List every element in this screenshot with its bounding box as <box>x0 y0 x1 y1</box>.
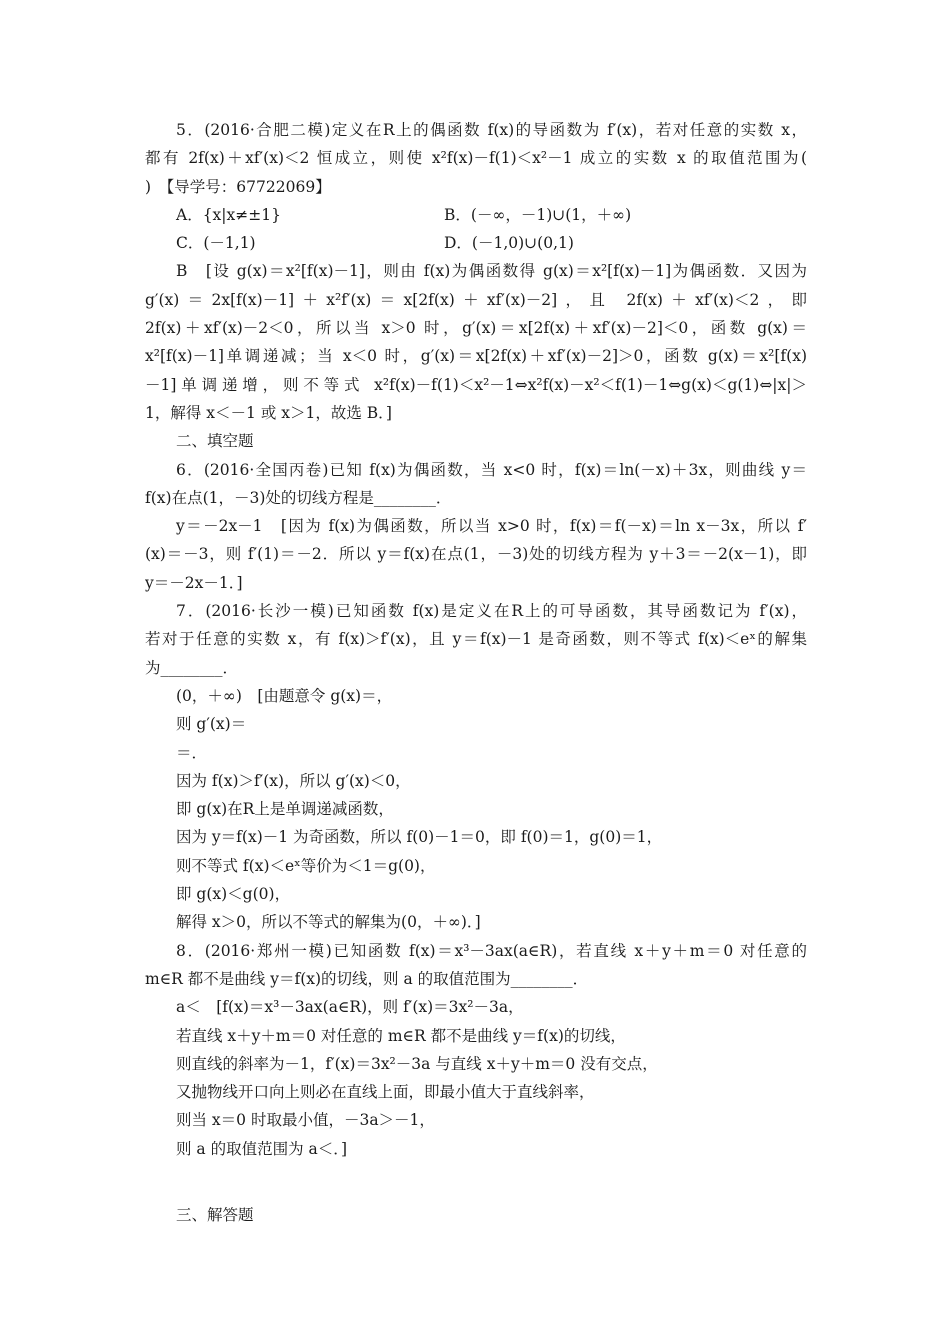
section-heading-answer: 三、解答题 <box>176 1205 254 1224</box>
q8-answer-line: a＜ [f(x)＝x³－3ax(a∈R)，则 f′(x)＝3x²－3a， <box>176 998 524 1017</box>
q5-answer-line: x²[f(x)－1]单调递减；当 x＜0 时，g′(x)＝x[2f(x)＋xf′(x)－2]＞0，函数 g(x)＝x²[f(x) <box>145 347 807 366</box>
section-heading-fill-in: 二、填空题 <box>176 432 254 451</box>
q7-stem-line: 7．(2016·长沙一模)已知函数 f(x)是定义在R上的可导函数，其导函数记为 f′(x)， <box>176 602 807 621</box>
q5-answer-line: 2f(x)＋xf′(x)－2＜0，所以当 x＞0 时，g′(x)＝x[2f(x)＋xf′(x)－2]＜0，函数 g(x)＝ <box>145 319 807 338</box>
q5-stem-line: ) 【导学号：67722069】 <box>145 177 331 196</box>
q7-stem-line: 若对于任意的实数 x，有 f(x)＞f′(x)，且 y＝f(x)－1 是奇函数，则不等式 f(x)＜eˣ的解集 <box>145 630 807 649</box>
q5-answer-line: 1，解得 x＜－1 或 x＞1，故选 B．] <box>145 403 392 422</box>
q8-answer-line: 则直线的斜率为－1，f′(x)＝3x²－3a 与直线 x＋y＋m＝0 没有交点， <box>176 1054 658 1073</box>
q8-stem-line: 8．(2016·郑州一模)已知函数 f(x)＝x³－3ax(a∈R)，若直线 x＋y＋m＝0 对任意的 <box>176 941 807 960</box>
q5-stem-line: 5．(2016·合肥二模)定义在R上的偶函数 f(x)的导函数为 f′(x)，若对任意的实数 x， <box>176 121 807 139</box>
document-page <box>145 116 807 1229</box>
q7-answer-line: 因为 f(x)＞f′(x)，所以 g′(x)＜0， <box>176 771 411 790</box>
q6-answer-line: y＝－2x－1 [因为 f(x)为偶函数，所以当 x>0 时，f(x)＝f(－x)＝ln x－3x，所以 f′ <box>176 517 807 536</box>
q5-answer-line: g′(x)＝2x[f(x)－1]＋x²f′(x)＝x[2f(x)＋xf′(x)－2]，且 2f(x)＋xf′(x)＜2，即 <box>145 290 807 309</box>
q7-stem-line: 为________． <box>145 658 239 677</box>
q7-answer-line: (0，＋∞) [由题意令 g(x)＝， <box>176 686 393 705</box>
q5-options-row <box>145 229 807 257</box>
q8-answer-line: 则当 x＝0 时取最小值，－3a＞－1， <box>176 1111 435 1130</box>
q5-option-a: A．{x|x≠±1} <box>176 205 281 224</box>
q5-answer-line: B [设 g(x)＝x²[f(x)－1]，则由 f(x)为偶函数得 g(x)＝x²[f(x)－1]为偶函数．又因为 <box>176 262 807 281</box>
question-7 <box>145 597 807 937</box>
q6-answer-line: y＝－2x－1．] <box>145 573 243 592</box>
q5-option-d: D．(－1,0)∪(0,1) <box>444 234 574 253</box>
question-6 <box>145 456 807 597</box>
question-5 <box>145 116 807 427</box>
q7-answer-line: 即 g(x)＜g(0)， <box>176 885 291 904</box>
question-8 <box>145 937 807 1163</box>
q5-option-b: B．(－∞，－1)∪(1，＋∞) <box>444 205 632 224</box>
q7-answer-line: 则 g′(x)＝ <box>176 715 247 734</box>
q8-answer-line: 若直线 x＋y＋m＝0 对任意的 m∈R 都不是曲线 y＝f(x)的切线， <box>176 1026 626 1045</box>
q5-stem-line: 都有 2f(x)＋xf′(x)＜2 恒成立，则使 x²f(x)－f(1)＜x²－1 成立的实数 x 的取值范围为( <box>145 149 807 168</box>
q7-answer-line: 因为 y＝f(x)－1 为奇函数，所以 f(0)－1＝0，即 f(0)＝1，g(0)＝1， <box>176 828 663 847</box>
q8-stem-line: m∈R 都不是曲线 y＝f(x)的切线，则 a 的取值范围为________． <box>145 969 589 988</box>
q7-answer-line: 解得 x＞0，所以不等式的解集为(0，＋∞)．] <box>176 913 481 932</box>
q5-option-c: C．(－1,1) <box>176 234 256 253</box>
q5-answer-line: －1]单调递增，则不等式 x²f(x)－f(1)＜x²－1⇔x²f(x)－x²＜f(1)－1⇔g(x)＜g(1)⇔|x|＞ <box>145 375 807 394</box>
q7-answer-line: 即 g(x)在R上是单调递减函数， <box>176 800 394 819</box>
q7-answer-line: 则不等式 f(x)＜eˣ等价为＜1＝g(0)， <box>176 856 436 875</box>
q7-answer-line: ＝． <box>176 743 208 762</box>
q6-stem-line: f(x)在点(1，－3)处的切线方程是________． <box>145 488 452 507</box>
q8-answer-line: 则 a 的取值范围为 a＜．] <box>176 1139 348 1158</box>
q6-stem-line: 6．(2016·全国丙卷)已知 f(x)为偶函数，当 x<0 时，f(x)＝ln(－x)＋3x，则曲线 y＝ <box>176 460 807 479</box>
q5-options-row <box>145 201 807 229</box>
q8-answer-line: 又抛物线开口向上则必在直线上面，即最小值大于直线斜率， <box>176 1083 595 1102</box>
q6-answer-line: (x)＝－3，则 f′(1)＝－2．所以 y＝f(x)在点(1，－3)处的切线方程为 y＋3＝－2(x－1)，即 <box>145 545 807 564</box>
blank-spacer <box>145 1163 807 1201</box>
